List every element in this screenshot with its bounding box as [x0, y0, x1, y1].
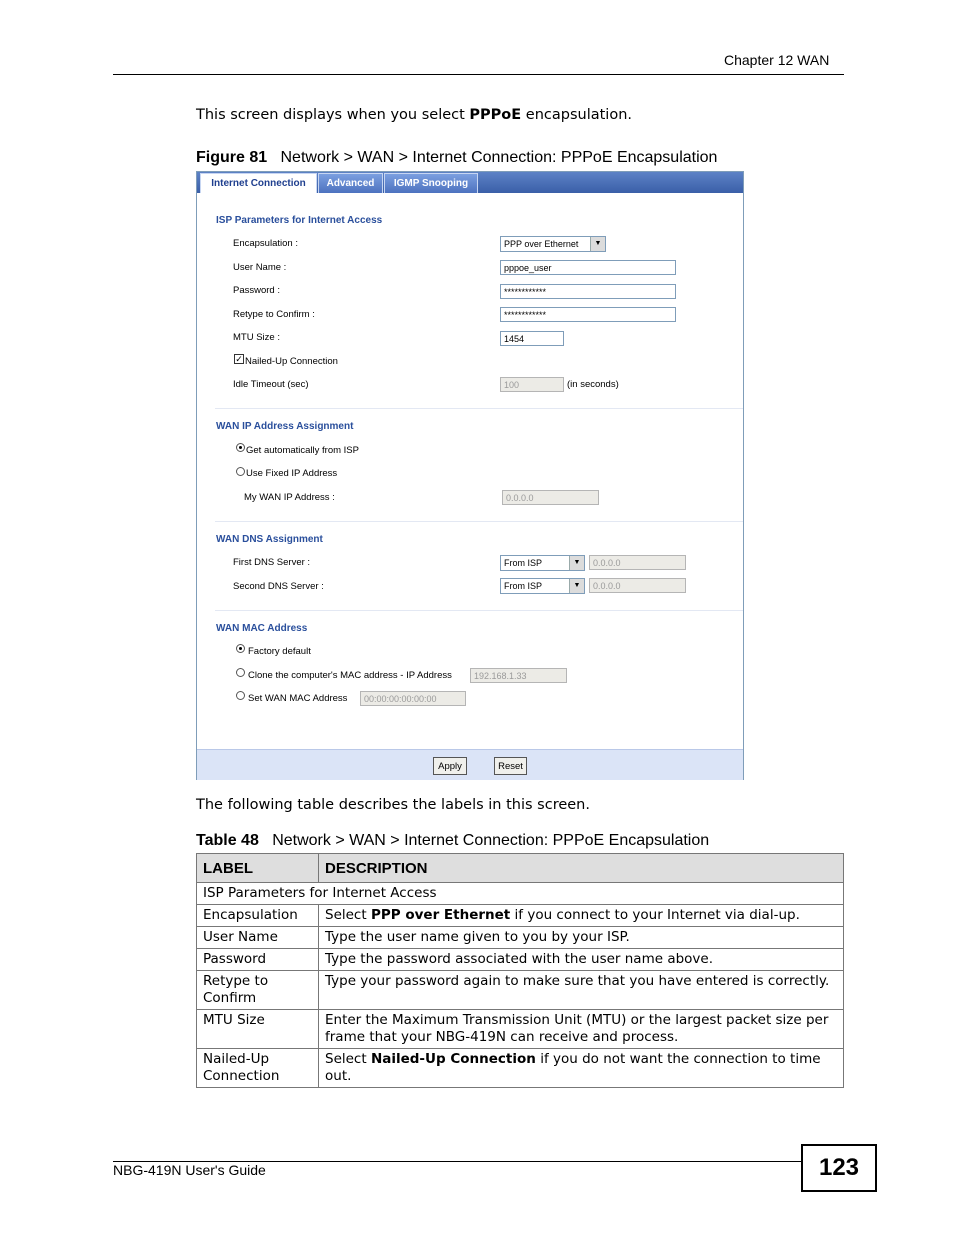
tab-advanced[interactable]: Advanced [318, 173, 383, 193]
idle-timeout-label: Idle Timeout (sec) [233, 379, 309, 390]
row-label: User Name [197, 927, 319, 949]
section-divider [215, 610, 743, 611]
description-table [196, 853, 844, 1088]
row-label: Encapsulation [197, 905, 319, 927]
set-mac-radio[interactable] [236, 691, 245, 700]
set-mac-label: Set WAN MAC Address [248, 693, 348, 704]
table-number: Table 48 [196, 832, 259, 849]
intro-after: encapsulation. [521, 107, 632, 123]
section-divider [215, 521, 743, 522]
retype-input[interactable]: ************ [500, 307, 676, 322]
reset-button[interactable]: Reset [494, 757, 527, 775]
second-dns-mode: From ISP [504, 581, 543, 591]
chevron-down-icon: ▼ [569, 579, 584, 593]
desc-text: if you do not want the connection to time out. [325, 1051, 821, 1084]
clone-ip-input[interactable]: 192.168.1.33 [470, 668, 567, 683]
section-cell: ISP Parameters for Internet Access [197, 883, 844, 905]
clone-mac-label: Clone the computer's MAC address - IP Address [248, 670, 452, 681]
chevron-down-icon: ▼ [569, 556, 584, 570]
password-label: Password : [233, 285, 280, 296]
row-description [319, 905, 844, 927]
button-bar [197, 749, 743, 780]
intro-text [196, 107, 632, 123]
get-auto-label: Get automatically from ISP [246, 445, 359, 456]
username-input[interactable]: pppoe_user [500, 260, 676, 275]
desc-text: Enter the Maximum Transmission Unit (MTU) or the largest packet size per frame that your NBG-419N can receive and process. [325, 1012, 829, 1045]
desc-text: Type the password associated with the user name above. [325, 951, 714, 967]
row-label: MTU Size [197, 1010, 319, 1049]
fixed-ip-radio[interactable] [236, 467, 245, 476]
fixed-ip-label: Use Fixed IP Address [246, 468, 338, 479]
nailed-up-checkbox[interactable]: ✓ [235, 354, 243, 364]
desc-text: Select [325, 907, 371, 923]
intro-before: This screen displays when you select [196, 107, 470, 123]
row-label: Retype to Confirm [197, 971, 319, 1010]
chevron-down-icon: ▼ [590, 237, 605, 251]
intro-bold: PPPoE [469, 107, 522, 123]
row-description [319, 927, 844, 949]
table-header-row [197, 854, 844, 883]
chapter-header: Chapter 12 WAN [724, 52, 830, 68]
mac-section-title: WAN MAC Address [216, 623, 308, 634]
second-dns-label: Second DNS Server : [233, 581, 324, 592]
table-row [197, 949, 844, 971]
row-description [319, 949, 844, 971]
encapsulation-value: PPP over Ethernet [504, 239, 579, 249]
table-row [197, 1010, 844, 1049]
desc-bold: Nailed-Up Connection [370, 1051, 536, 1067]
clone-mac-radio[interactable] [236, 668, 245, 677]
second-dns-input[interactable]: 0.0.0.0 [589, 578, 686, 593]
factory-default-label: Factory default [248, 646, 311, 657]
tab-internet-connection[interactable]: Internet Connection [200, 173, 317, 193]
first-dns-mode: From ISP [504, 558, 543, 568]
row-label: Password [197, 949, 319, 971]
apply-button[interactable]: Apply [433, 757, 467, 775]
nailed-up-label: Nailed-Up Connection [245, 356, 338, 367]
isp-section-title: ISP Parameters for Internet Access [216, 215, 383, 226]
my-wan-ip-label: My WAN IP Address : [244, 492, 335, 503]
table-title: Network > WAN > Internet Connection: PPPoE Encapsulation [272, 832, 710, 849]
section-divider [215, 408, 743, 409]
desc-text: Type your password again to make sure that you have entered is correctly. [325, 973, 830, 989]
row-description [319, 971, 844, 1010]
encapsulation-select[interactable] [500, 236, 606, 252]
desc-text: if you connect to your Internet via dial-up. [510, 907, 800, 923]
row-label: Nailed-Up Connection [197, 1049, 319, 1088]
table-row [197, 905, 844, 927]
first-dns-input[interactable]: 0.0.0.0 [589, 555, 686, 570]
mtu-label: MTU Size : [233, 332, 280, 343]
table-row [197, 1049, 844, 1088]
set-mac-input[interactable]: 00:00:00:00:00:00 [360, 691, 466, 706]
first-dns-label: First DNS Server : [233, 557, 311, 568]
desc-text: Select [325, 1051, 371, 1067]
table-row [197, 971, 844, 1010]
table-caption [196, 832, 709, 850]
retype-label: Retype to Confirm : [233, 309, 315, 320]
header-description: DESCRIPTION [319, 854, 844, 883]
username-label: User Name : [233, 262, 287, 273]
get-auto-radio[interactable] [236, 443, 245, 452]
header-label: LABEL [197, 854, 319, 883]
tab-igmp-snooping[interactable]: IGMP Snooping [384, 173, 478, 193]
guide-title: NBG-419N User's Guide [113, 1162, 266, 1178]
desc-text: Type the user name given to you by your ISP. [325, 929, 630, 945]
figure-title: Network > WAN > Internet Connection: PPPoE Encapsulation [280, 149, 718, 166]
desc-bold: PPP over Ethernet [370, 907, 511, 923]
table-section-row [197, 883, 844, 905]
wanip-section-title: WAN IP Address Assignment [216, 421, 354, 432]
factory-default-radio[interactable] [236, 644, 245, 653]
row-description [319, 1049, 844, 1088]
page-number: 123 [801, 1144, 877, 1192]
table-row [197, 927, 844, 949]
my-wan-ip-input[interactable]: 0.0.0.0 [502, 490, 599, 505]
screen-figure [196, 171, 744, 780]
following-text: The following table describes the labels in this screen. [196, 797, 590, 813]
idle-timeout-unit: (in seconds) [567, 379, 619, 390]
password-input[interactable]: ************ [500, 284, 676, 299]
second-dns-select[interactable] [500, 578, 585, 594]
first-dns-select[interactable] [500, 555, 585, 571]
idle-timeout-input[interactable]: 100 [500, 377, 564, 392]
figure-caption [196, 149, 717, 167]
mtu-input[interactable]: 1454 [500, 331, 564, 346]
row-description [319, 1010, 844, 1049]
header-rule [113, 74, 844, 75]
encapsulation-label: Encapsulation : [233, 238, 298, 249]
figure-number: Figure 81 [196, 149, 268, 166]
tab-bar [197, 172, 743, 193]
dns-section-title: WAN DNS Assignment [216, 534, 323, 545]
